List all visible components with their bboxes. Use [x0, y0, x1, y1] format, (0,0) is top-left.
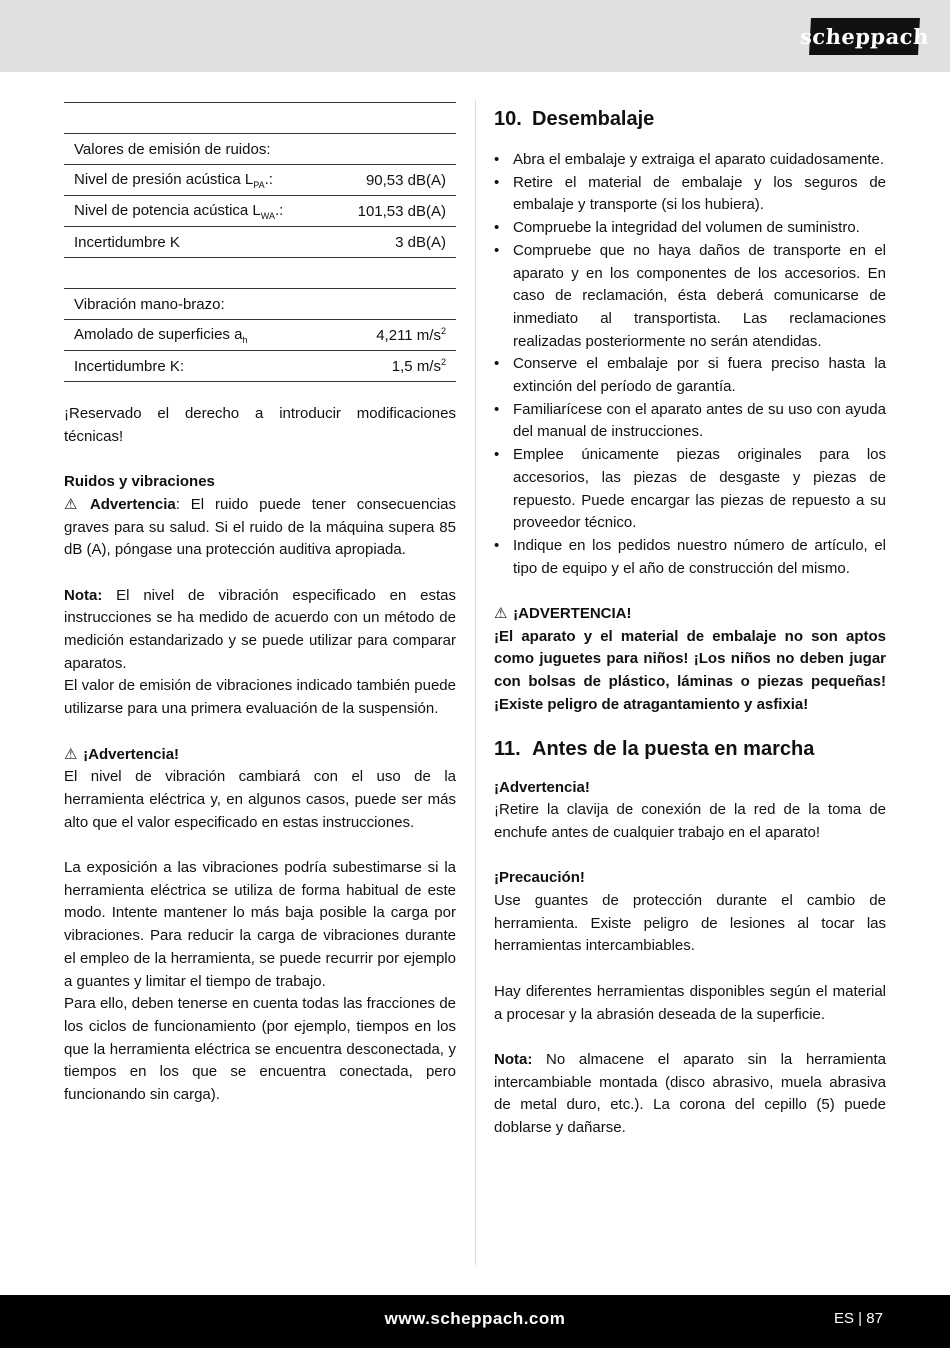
- table-row: [64, 351, 456, 382]
- grinding-value: 4,211 $m/s^2$: [330, 320, 456, 351]
- noise-heading: Ruidos y vibraciones: [64, 473, 215, 491]
- list-item: • Emplee únicamente piezas originales para los accesorios, las piezas de desgaste y piezas de repuesto. Puede encargar las piezas de repuesto a su proveedor técnico.: [494, 444, 886, 535]
- noise-uncertainty-value: 3 dB(A): [330, 227, 456, 258]
- vibration-uncertainty-label: Incertidumbre K:: [64, 351, 330, 382]
- table-row: [64, 258, 456, 289]
- page-number: ES | 87: [834, 1310, 883, 1327]
- brand-logo: scheppach: [809, 18, 920, 55]
- list-item: • Retire el material de embalaje y los seguros de embalaje y transporte (si los hubiera).: [494, 172, 886, 217]
- table-row: [64, 227, 456, 258]
- storage-note: Nota: No almacene el aparato sin la herramienta intercambiable montada (disco abrasivo, muela abrasiva de metal duro, etc.). La corona del cepillo (5) puede doblarse y dañarse.: [494, 1050, 886, 1137]
- vibration-warning-text: El nivel de vibración cambiará con el uso de la herramienta eléctrica y, en algunos casos, puede ser más alto que el valor especificado en estas instrucciones.: [64, 768, 456, 831]
- right-column: [494, 105, 886, 1140]
- power-value: 101,53 dB(A): [330, 196, 456, 227]
- noise-warning: ⚠ Advertencia: El ruido puede tener consecuencias graves para su salud. Si el ruido de la máquina supera 85 dB (A), póngase una protección auditiva apropiada.: [64, 495, 456, 559]
- emission-spec-table: [64, 102, 456, 382]
- list-item: • Compruebe que no haya daños de transporte en el aparato y en los componentes de los accesorios. En caso de reclamación, ésta deberá comunicarse de inmediato al transportista. Las reclamaciones realizadas posteriormente no serán atendidas.: [494, 240, 886, 354]
- list-item: • Conserve el embalaje por si fuera preciso hasta la extinción del período de garantía.: [494, 353, 886, 398]
- table-row: [64, 289, 456, 320]
- table-row: [64, 103, 456, 134]
- section-11-heading: 11. Antes de la puesta en marcha: [494, 737, 815, 760]
- noise-title: Valores de emisión de ruidos:: [64, 134, 456, 165]
- section-10-heading: 10. Desembalaje: [494, 108, 655, 130]
- exposure-paragraph: La exposición a las vibraciones podría subestimarse si la herramienta eléctrica se utiliza de forma habitual de este modo. Intente mantener lo más baja posible la carga por vibraciones. Para reducir la carga de vibraciones durante el empleo de la herramienta, se puede recurrir por ejemplo a guantes y limitar el tiempo de trabajo.: [64, 859, 456, 990]
- vibration-paragraph: El valor de emisión de vibraciones indicado también puede utilizarse para una primera evaluación de la suspensión.: [64, 677, 456, 718]
- packaging-warning-text: ¡El aparato y el material de embalaje no son aptos como juguetes para niños! ¡Los niños no deben jugar con bolsas de plástico, láminas o piezas pequeñas! ¡Existe peligro de atragantamiento y asfixia!: [494, 627, 886, 713]
- vibration-title: Vibración mano-brazo:: [64, 289, 456, 320]
- table-row: [64, 165, 456, 196]
- tools-paragraph: Hay diferentes herramientas disponibles según el material a procesar y la abrasión deseada de la superficie.: [494, 982, 886, 1023]
- vibration-warning-title: ⚠ ¡Advertencia!: [64, 744, 456, 767]
- list-item: • Compruebe la integridad del volumen de suministro.: [494, 217, 886, 240]
- table-row: [64, 320, 456, 351]
- website-link[interactable]: www.scheppach.com: [384, 1309, 566, 1328]
- warning-icon: ⚠: [64, 495, 78, 513]
- left-column: [64, 403, 456, 1107]
- list-item: • Familiarícese con el aparato antes de su uso con ayuda del manual de instrucciones.: [494, 399, 886, 444]
- pressure-value: 90,53 dB(A): [330, 165, 456, 196]
- grinding-label: Amolado de superficies $a_h$: [64, 320, 330, 351]
- precaution-title: ¡Precaución!: [494, 869, 585, 887]
- advertencia-text: ¡Retire la clavija de conexión de la red de la toma de enchufe antes de cualquier trabajo en el aparato!: [494, 801, 886, 841]
- unpacking-list: [494, 149, 886, 580]
- precaution-text: Use guantes de protección durante el cambio de herramienta. Existe peligro de lesiones al tocar las herramientas intercambiables.: [494, 892, 886, 955]
- list-item: • Abra el embalaje y extraiga el aparato cuidadosamente.: [494, 149, 886, 172]
- vibration-note: Nota: El nivel de vibración especificado en estas instrucciones se ha medido de acuerdo con un método de medición estandarizado y se puede utilizar para comparar aparatos.: [64, 586, 456, 672]
- vibration-uncertainty-value: 1,5 $m/s^2$: [330, 351, 456, 382]
- advertencia-title: ¡Advertencia!: [494, 778, 590, 796]
- footer-bar: [0, 1295, 950, 1348]
- packaging-warning-title: ⚠ ¡ADVERTENCIA!: [494, 603, 886, 626]
- reserved-notice: ¡Reservado el derecho a introducir modificaciones técnicas!: [64, 405, 456, 445]
- list-item: • Indique en los pedidos nuestro número de artículo, el tipo de equipo y el año de construcción del mismo.: [494, 535, 886, 580]
- header-bar: [0, 0, 950, 72]
- column-divider: [475, 100, 476, 1265]
- noise-uncertainty-label: Incertidumbre K: [64, 227, 330, 258]
- table-row: [64, 196, 456, 227]
- warning-icon: ⚠: [64, 745, 78, 763]
- table-row: [64, 134, 456, 165]
- pressure-label: Nivel de presión acústica $L_{PA}$.:: [64, 165, 330, 196]
- cycles-paragraph: Para ello, deben tenerse en cuenta todas las fracciones de los ciclos de funcionamiento (por ejemplo, tiempos en los que la herramienta eléctrica se encuentra desconectada, y tiempos en los que se encuentra conectada, pero funcionando sin carga).: [64, 995, 456, 1104]
- power-label: Nivel de potencia acústica $L_{WA}$.:: [64, 196, 330, 227]
- warning-icon: ⚠: [494, 605, 508, 623]
